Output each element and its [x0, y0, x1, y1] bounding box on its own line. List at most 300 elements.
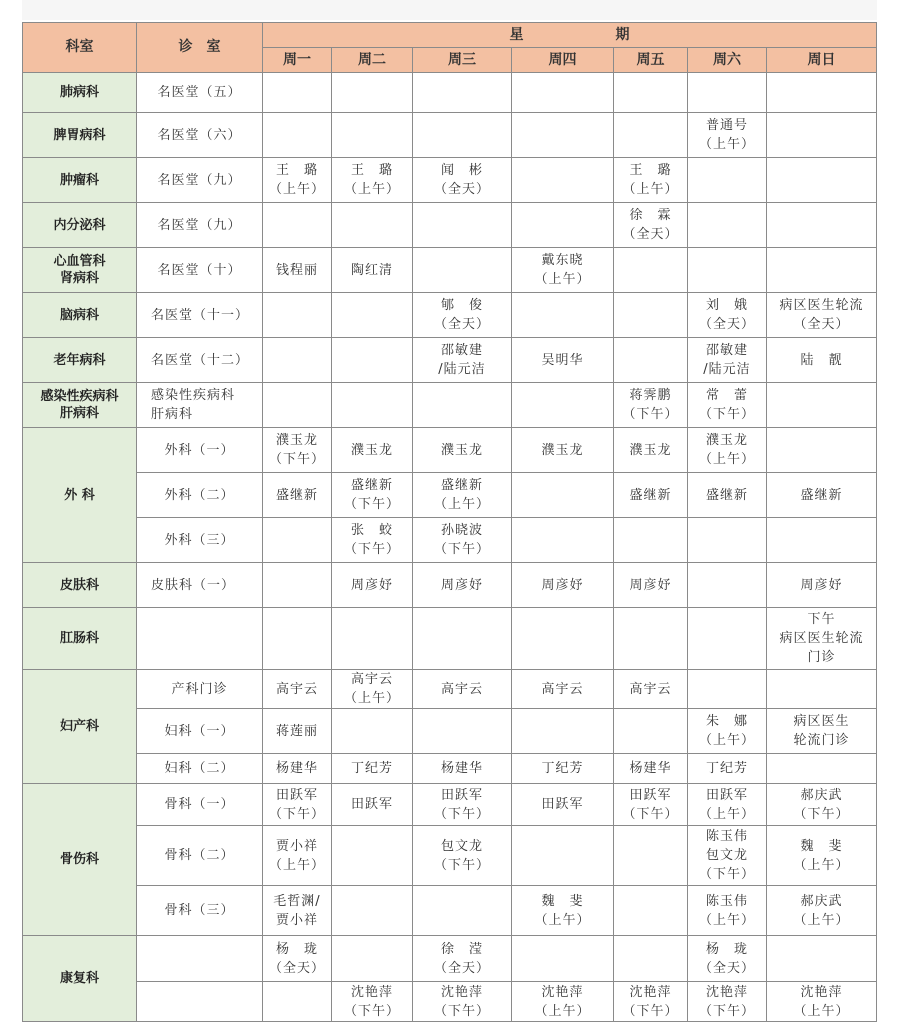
- schedule-cell: [614, 670, 688, 709]
- room-label: 骨科（二）: [164, 848, 235, 863]
- doctor-entry: 盛继新: [800, 487, 843, 503]
- doctor-entry: 丁纪芳: [541, 761, 584, 776]
- doctor-entry: （下午）: [433, 542, 490, 557]
- doctor-entry: 钱程丽: [275, 262, 318, 278]
- schedule-cell: [263, 113, 332, 158]
- dept-label: 肿瘤科: [59, 172, 99, 188]
- room-cell: [137, 754, 263, 784]
- week-header: [263, 23, 877, 48]
- doctor-entry: 孙晓波: [440, 523, 483, 538]
- doctor-entry: （下午）: [622, 1003, 679, 1019]
- room-cell: [137, 670, 263, 709]
- schedule-cell: [767, 473, 877, 518]
- schedule-cell: [614, 754, 688, 784]
- dept-cell: [23, 383, 137, 428]
- schedule-cell: [614, 383, 688, 428]
- schedule-cell: [512, 338, 614, 383]
- table-row: [23, 608, 877, 670]
- doctor-entry: （上午）: [698, 137, 755, 152]
- schedule-cell: [688, 608, 767, 670]
- doctor-entry: 下午: [807, 612, 836, 627]
- schedule-cell: [688, 709, 767, 754]
- schedule-cell: [413, 826, 512, 886]
- table-row: [23, 826, 877, 886]
- doctor-entry: （上午）: [793, 912, 850, 928]
- room-cell: [137, 886, 263, 936]
- room-header: 诊 室: [137, 23, 263, 73]
- doctor-entry: （下午）: [343, 542, 400, 557]
- schedule-cell: [263, 73, 332, 113]
- doctor-entry: 田跃军: [350, 797, 393, 812]
- schedule-cell: [332, 784, 413, 826]
- table-row: [23, 113, 877, 158]
- schedule-cell: [614, 428, 688, 473]
- doctor-entry: （下午）: [433, 1003, 490, 1019]
- doctor-entry: （上午）: [698, 912, 755, 928]
- schedule-cell: [512, 784, 614, 826]
- schedule-cell: [512, 383, 614, 428]
- doctor-entry: 蒋莲丽: [275, 723, 318, 739]
- dept-label: 脾胃病科: [53, 127, 106, 143]
- schedule-cell: [614, 563, 688, 608]
- schedule-cell: [512, 473, 614, 518]
- schedule-cell: [413, 203, 512, 248]
- schedule-cell: [512, 293, 614, 338]
- dept-cell: [23, 338, 137, 383]
- schedule-cell: [614, 73, 688, 113]
- schedule-cell: [332, 293, 413, 338]
- room-label: 外科（三）: [164, 532, 235, 548]
- doctor-entry: （上午）: [793, 857, 850, 873]
- day-header: 周六: [688, 48, 767, 73]
- schedule-cell: [767, 784, 877, 826]
- schedule-cell: [688, 248, 767, 293]
- room-label: 名医堂（六）: [157, 127, 242, 143]
- schedule-cell: [767, 826, 877, 886]
- dept-label: 内分泌科: [53, 217, 106, 233]
- doctor-entry: 杨 珑: [275, 941, 318, 957]
- doctor-entry: （上午）: [698, 806, 755, 822]
- table-row: [23, 936, 877, 982]
- doctor-entry: 戴东晓: [541, 253, 584, 268]
- dept-label: 肝病科: [59, 406, 99, 421]
- schedule-cell: [767, 113, 877, 158]
- schedule-cell: [263, 784, 332, 826]
- doctor-entry: （全天）: [698, 960, 755, 976]
- doctor-entry: （全天）: [268, 960, 325, 976]
- schedule-cell: [332, 158, 413, 203]
- schedule-cell: [767, 428, 877, 473]
- room-label: 感染性疾病科: [151, 388, 236, 403]
- doctor-entry: 杨建华: [275, 761, 318, 776]
- schedule-cell: [413, 670, 512, 709]
- schedule-cell: [263, 158, 332, 203]
- schedule-cell: [263, 709, 332, 754]
- schedule-cell: [263, 563, 332, 608]
- room-label: 骨科（三）: [164, 903, 235, 918]
- dept-cell: [23, 248, 137, 293]
- doctor-entry: 沈艳萍: [350, 984, 393, 1000]
- schedule-cell: [767, 203, 877, 248]
- schedule-cell: [512, 754, 614, 784]
- doctor-entry: （全天）: [698, 317, 755, 332]
- doctor-entry: （上午）: [534, 272, 591, 287]
- schedule-cell: [413, 518, 512, 563]
- doctor-entry: 张 蛟: [350, 523, 393, 538]
- schedule-cell: [332, 709, 413, 754]
- dept-cell: [23, 563, 137, 608]
- schedule-cell: [688, 293, 767, 338]
- schedule-cell: [614, 158, 688, 203]
- doctor-entry: 闻 彬: [440, 163, 483, 178]
- schedule-cell: [512, 203, 614, 248]
- room-cell: [137, 73, 263, 113]
- doctor-entry: 郝庆武: [800, 787, 843, 803]
- doctor-entry: 濮玉龙: [440, 442, 483, 458]
- schedule-cell: [332, 428, 413, 473]
- dept-cell: [23, 670, 137, 784]
- room-label: 产科门诊: [171, 681, 228, 697]
- schedule-cell: [413, 982, 512, 1022]
- schedule-cell: [614, 982, 688, 1022]
- room-label: 名医堂（五）: [157, 85, 242, 100]
- schedule-cell: [688, 563, 767, 608]
- doctor-entry: 徐 霖: [629, 208, 672, 223]
- dept-label: 皮肤科: [59, 577, 99, 593]
- schedule-cell: [688, 73, 767, 113]
- schedule-cell: [614, 518, 688, 563]
- schedule-cell: [263, 203, 332, 248]
- room-cell: [137, 248, 263, 293]
- doctor-entry: 田跃军: [629, 787, 672, 803]
- doctor-entry: （上午）: [534, 1003, 591, 1019]
- doctor-entry: 病区医生轮流: [779, 631, 864, 646]
- day-header: 周五: [614, 48, 688, 73]
- doctor-entry: 王 璐: [629, 163, 672, 178]
- doctor-entry: （全天）: [622, 227, 679, 242]
- schedule-cell: [512, 709, 614, 754]
- schedule-cell: [767, 670, 877, 709]
- doctor-entry: 高宇云: [629, 681, 672, 697]
- schedule-cell: [332, 826, 413, 886]
- schedule-cell: [263, 936, 332, 982]
- doctor-entry: 陈玉伟: [705, 893, 748, 909]
- schedule-cell: [263, 754, 332, 784]
- schedule-cell: [512, 563, 614, 608]
- schedule-cell: [413, 293, 512, 338]
- schedule-cell: [614, 709, 688, 754]
- schedule-cell: [688, 886, 767, 936]
- schedule-cell: [614, 293, 688, 338]
- doctor-entry: 常 蕾: [705, 388, 748, 403]
- doctor-entry: （全天）: [433, 182, 490, 197]
- schedule-cell: [614, 473, 688, 518]
- doctor-entry: （下午）: [793, 806, 850, 822]
- dept-label: 骨伤科: [59, 852, 99, 867]
- schedule-cell: [688, 428, 767, 473]
- room-cell: [137, 982, 263, 1022]
- doctor-entry: 盛继新: [629, 487, 672, 503]
- schedule-cell: [332, 338, 413, 383]
- schedule-cell: [263, 608, 332, 670]
- room-cell: [137, 608, 263, 670]
- schedule-cell: [413, 248, 512, 293]
- doctor-entry: 周彦妤: [800, 577, 843, 593]
- doctor-entry: 王 璐: [350, 163, 393, 178]
- doctor-entry: 濮玉龙: [275, 433, 318, 448]
- schedule-cell: [263, 518, 332, 563]
- doctor-entry: 盛继新: [705, 487, 748, 503]
- schedule-cell: [512, 608, 614, 670]
- room-label: 名医堂（九）: [157, 172, 242, 188]
- doctor-entry: 周彦妤: [350, 577, 393, 593]
- schedule-cell: [413, 709, 512, 754]
- doctor-entry: 朱 娜: [705, 714, 748, 729]
- schedule-cell: [614, 113, 688, 158]
- doctor-entry: （全天）: [433, 317, 490, 332]
- doctor-entry: （上午）: [622, 182, 679, 197]
- doctor-entry: 包文龙: [705, 848, 748, 863]
- schedule-cell: [413, 158, 512, 203]
- schedule-cell: [512, 886, 614, 936]
- dept-cell: [23, 113, 137, 158]
- schedule-cell: [413, 473, 512, 518]
- room-label: 妇科（一）: [164, 723, 235, 739]
- doctor-entry: 邵敏建: [440, 343, 483, 358]
- doctor-entry: 普通号: [705, 118, 748, 133]
- doctor-entry: （下午）: [698, 867, 755, 882]
- schedule-cell: [767, 709, 877, 754]
- table-row: [23, 248, 877, 293]
- room-label: 皮肤科（一）: [151, 577, 236, 593]
- doctor-entry: 丁纪芳: [705, 761, 748, 776]
- table-row: [23, 73, 877, 113]
- room-cell: [137, 826, 263, 886]
- doctor-entry: 病区医生轮流: [779, 298, 864, 313]
- room-cell: [137, 473, 263, 518]
- schedule-cell: [263, 428, 332, 473]
- table-row: [23, 338, 877, 383]
- doctor-entry: 濮玉龙: [705, 433, 748, 448]
- dept-cell: [23, 203, 137, 248]
- doctor-entry: 刘 娥: [705, 298, 748, 313]
- doctor-entry: （上午）: [534, 912, 591, 928]
- schedule-cell: [413, 73, 512, 113]
- schedule-cell: [512, 428, 614, 473]
- doctor-entry: 濮玉龙: [541, 442, 584, 458]
- schedule-cell: [614, 826, 688, 886]
- schedule-cell: [332, 383, 413, 428]
- doctor-entry: 包文龙: [440, 838, 483, 854]
- schedule-cell: [413, 383, 512, 428]
- doctor-entry: 蒋霁鹏: [629, 388, 672, 403]
- table-row: [23, 754, 877, 784]
- schedule-cell: [512, 826, 614, 886]
- schedule-cell: [688, 518, 767, 563]
- room-label: 外科（二）: [164, 487, 235, 503]
- doctor-entry: （下午）: [343, 497, 400, 512]
- doctor-entry: 盛继新: [440, 478, 483, 493]
- doctor-entry: 杨建华: [440, 761, 483, 776]
- schedule-cell: [332, 73, 413, 113]
- doctor-entry: 周彦妤: [440, 577, 483, 593]
- schedule-cell: [688, 383, 767, 428]
- doctor-entry: （上午）: [433, 497, 490, 512]
- doctor-entry: 盛继新: [275, 487, 318, 503]
- doctor-entry: 田跃军: [275, 787, 318, 803]
- schedule-cell: [688, 338, 767, 383]
- room-label: 名医堂（十二）: [151, 352, 250, 368]
- room-label: 名医堂（十一）: [151, 307, 250, 323]
- schedule-cell: [413, 563, 512, 608]
- dept-label: 外 科: [64, 487, 95, 503]
- table-row: [23, 203, 877, 248]
- doctor-entry: 病区医生: [793, 714, 850, 729]
- schedule-cell: [332, 563, 413, 608]
- doctor-entry: 魏 斐: [800, 838, 843, 854]
- schedule-cell: [512, 158, 614, 203]
- schedule-cell: [263, 982, 332, 1022]
- schedule-cell: [767, 936, 877, 982]
- schedule-cell: [413, 113, 512, 158]
- room-cell: [137, 428, 263, 473]
- doctor-entry: 田跃军: [440, 787, 483, 803]
- schedule-cell: [332, 473, 413, 518]
- doctor-entry: 邵敏建: [705, 343, 748, 358]
- schedule-cell: [332, 608, 413, 670]
- table-row: [23, 670, 877, 709]
- doctor-entry: 濮玉龙: [350, 442, 393, 458]
- doctor-entry: 吴明华: [541, 352, 584, 368]
- doctor-entry: /陆元洁: [438, 362, 486, 377]
- schedule-cell: [332, 670, 413, 709]
- schedule-cell: [332, 113, 413, 158]
- doctor-entry: 盛继新: [350, 478, 393, 493]
- room-cell: [137, 203, 263, 248]
- room-cell: [137, 563, 263, 608]
- doctor-entry: 周彦妤: [629, 577, 672, 593]
- schedule-cell: [332, 982, 413, 1022]
- doctor-entry: 高宇云: [440, 681, 483, 697]
- schedule-cell: [413, 428, 512, 473]
- schedule-cell: [512, 936, 614, 982]
- doctor-entry: 丁纪芳: [350, 761, 393, 776]
- dept-label: 妇产科: [59, 719, 99, 734]
- schedule-cell: [263, 886, 332, 936]
- schedule-cell: [413, 608, 512, 670]
- schedule-cell: [767, 73, 877, 113]
- doctor-entry: 高宇云: [275, 681, 318, 697]
- doctor-entry: 门诊: [807, 650, 836, 665]
- schedule-cell: [332, 518, 413, 563]
- doctor-entry: 周彦妤: [541, 577, 584, 593]
- doctor-entry: 贾小祥: [275, 838, 318, 854]
- room-label: 妇科（二）: [164, 761, 235, 776]
- room-cell: [137, 709, 263, 754]
- schedule-cell: [688, 473, 767, 518]
- schedule-cell: [767, 982, 877, 1022]
- dept-cell: [23, 428, 137, 563]
- schedule-cell: [767, 158, 877, 203]
- schedule-cell: [263, 293, 332, 338]
- schedule-cell: [512, 248, 614, 293]
- room-cell: [137, 293, 263, 338]
- schedule-cell: [688, 754, 767, 784]
- room-cell: [137, 113, 263, 158]
- room-cell: [137, 383, 263, 428]
- table-row: [23, 293, 877, 338]
- table-row: [23, 784, 877, 826]
- schedule-cell: [688, 670, 767, 709]
- room-cell: [137, 936, 263, 982]
- schedule-cell: [263, 473, 332, 518]
- doctor-entry: 王 璐: [275, 163, 318, 178]
- dept-cell: [23, 608, 137, 670]
- doctor-entry: （下午）: [698, 1003, 755, 1019]
- doctor-entry: （下午）: [268, 452, 325, 467]
- dept-label: 心血管科: [53, 254, 106, 269]
- doctor-entry: 杨 珑: [705, 941, 748, 957]
- dept-cell: [23, 158, 137, 203]
- doctor-entry: 沈艳萍: [440, 984, 483, 1000]
- top-strip: [22, 0, 877, 20]
- day-header: 周日: [767, 48, 877, 73]
- doctor-entry: （下午）: [698, 407, 755, 422]
- schedule-cell: [614, 936, 688, 982]
- dept-label: 肛肠科: [59, 631, 99, 646]
- doctor-entry: 杨建华: [629, 761, 672, 776]
- schedule-cell: [767, 383, 877, 428]
- room-label: 骨科（一）: [164, 797, 235, 812]
- table-row: [23, 383, 877, 428]
- schedule-cell: [413, 784, 512, 826]
- room-cell: [137, 158, 263, 203]
- schedule-cell: [263, 383, 332, 428]
- schedule-cell: [767, 754, 877, 784]
- table-row: [23, 563, 877, 608]
- dept-cell: [23, 784, 137, 936]
- doctor-entry: 陶红清: [350, 262, 393, 278]
- schedule-cell: [332, 886, 413, 936]
- schedule-cell: [512, 73, 614, 113]
- schedule-cell: [512, 518, 614, 563]
- schedule-cell: [512, 113, 614, 158]
- table-row: [23, 518, 877, 563]
- doctor-entry: 郇 俊: [440, 298, 483, 313]
- room-label: 名医堂（十）: [157, 262, 242, 278]
- schedule-cell: [332, 936, 413, 982]
- schedule-cell: [263, 670, 332, 709]
- week-header-b: 期: [615, 26, 630, 43]
- week-header-a: 星: [509, 26, 524, 43]
- doctor-entry: 轮流门诊: [793, 733, 850, 748]
- doctor-entry: 魏 斐: [541, 893, 584, 909]
- doctor-entry: 沈艳萍: [629, 984, 672, 1000]
- schedule-cell: [512, 670, 614, 709]
- schedule-cell: [512, 982, 614, 1022]
- schedule-cell: [413, 936, 512, 982]
- doctor-entry: （上午）: [343, 691, 400, 706]
- room-label: 名医堂（九）: [157, 217, 242, 233]
- dept-label: 老年病科: [53, 352, 106, 368]
- schedule-cell: [767, 886, 877, 936]
- doctor-entry: （上午）: [698, 733, 755, 748]
- schedule-cell: [767, 608, 877, 670]
- table-row: [23, 982, 877, 1022]
- day-header: 周一: [263, 48, 332, 73]
- schedule-cell: [413, 886, 512, 936]
- schedule-cell: [413, 338, 512, 383]
